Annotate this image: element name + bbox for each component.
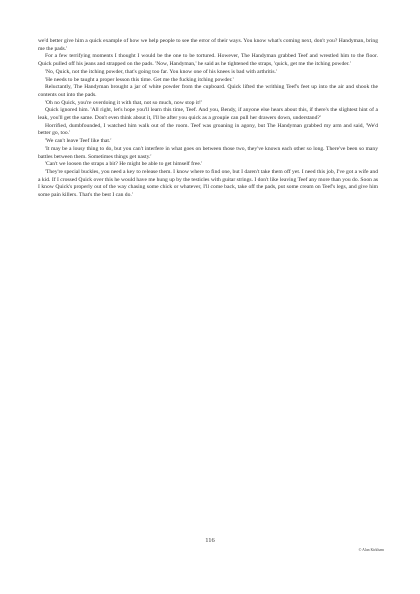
paragraph: For a few terrifying moments I thought I would be the one to be tortured. However, The Handyman grabbed Teef and wrestled him to the floor. Quick pulled off his jeans and strapped on the pads. 'Now, Handyman,' he said as he tightened the straps, 'quick, get me the itching powder.' — [38, 53, 378, 68]
paragraph: Reluctantly, The Handyman brought a jar of white powder from the cupboard. Quick lifted the writhing Teef's feet up into the air and shook the contents out into the pads. — [38, 84, 378, 98]
copyright-notice: © Alan Kirkham — [358, 548, 384, 552]
body-text — [38, 38, 378, 200]
paragraph: we'd better give him a quick example of how we help people to see the error of their ways. You know what's coming next, don't you? Handyman, bring me the pads.' — [38, 38, 378, 52]
paragraph: 'Oh no Quick, you're overdoing it with that, not so much, now stop it!' — [45, 99, 202, 106]
paragraph: Quick ignored him. 'All right, let's hope you'll learn this time, Teef. And you, Bendy, if anyone else hears about this, if there's the slightest hint of a leak, you'll get the same. Don't even think about it, I'll be after you quick as a groupie can pull her drawers down, understand?' — [38, 107, 378, 122]
paragraph: 'Can't we loosen the straps a bit? He might be able to get himself free.' — [45, 161, 203, 168]
paragraph: 'We can't leave Teef like that.' — [45, 138, 112, 145]
paragraph: 'He needs to be taught a proper lesson this time. Get me the fucking itching powder.' — [45, 76, 234, 83]
page-number: 116 — [205, 537, 215, 544]
paragraph: 'No, Quick, not the itching powder, that's going too far. You know one of his knees is bad with arthritis.' — [45, 68, 277, 75]
paragraph: 'They're special buckles, you need a key to release them. I know where to find one, but I daren't take them off yet. I need this job, I've got a wife and a kid. If I crossed Quick over this he would have me hung up by the testicles with guitar strings. I don't like leaving Teef any more than you do. Soon as I know Quick's properly out of the way chasing some chick or whatever, I'll come back, take off the pads, put some cream on Teef's legs, and give him some pain killers. That's the best I can do.' — [38, 168, 378, 199]
paragraph: 'It may be a lousy thing to do, but you can't interfere in what goes on between those two, they've known each other so long. There've been so many battles between them. Sometimes things get nasty.' — [38, 145, 378, 160]
paragraph: Horrified, dumbfounded, I watched him walk out of the room. Teef was groaning in agony, but The Handyman grabbed my arm and said, 'We'd better go, too.' — [38, 122, 378, 137]
